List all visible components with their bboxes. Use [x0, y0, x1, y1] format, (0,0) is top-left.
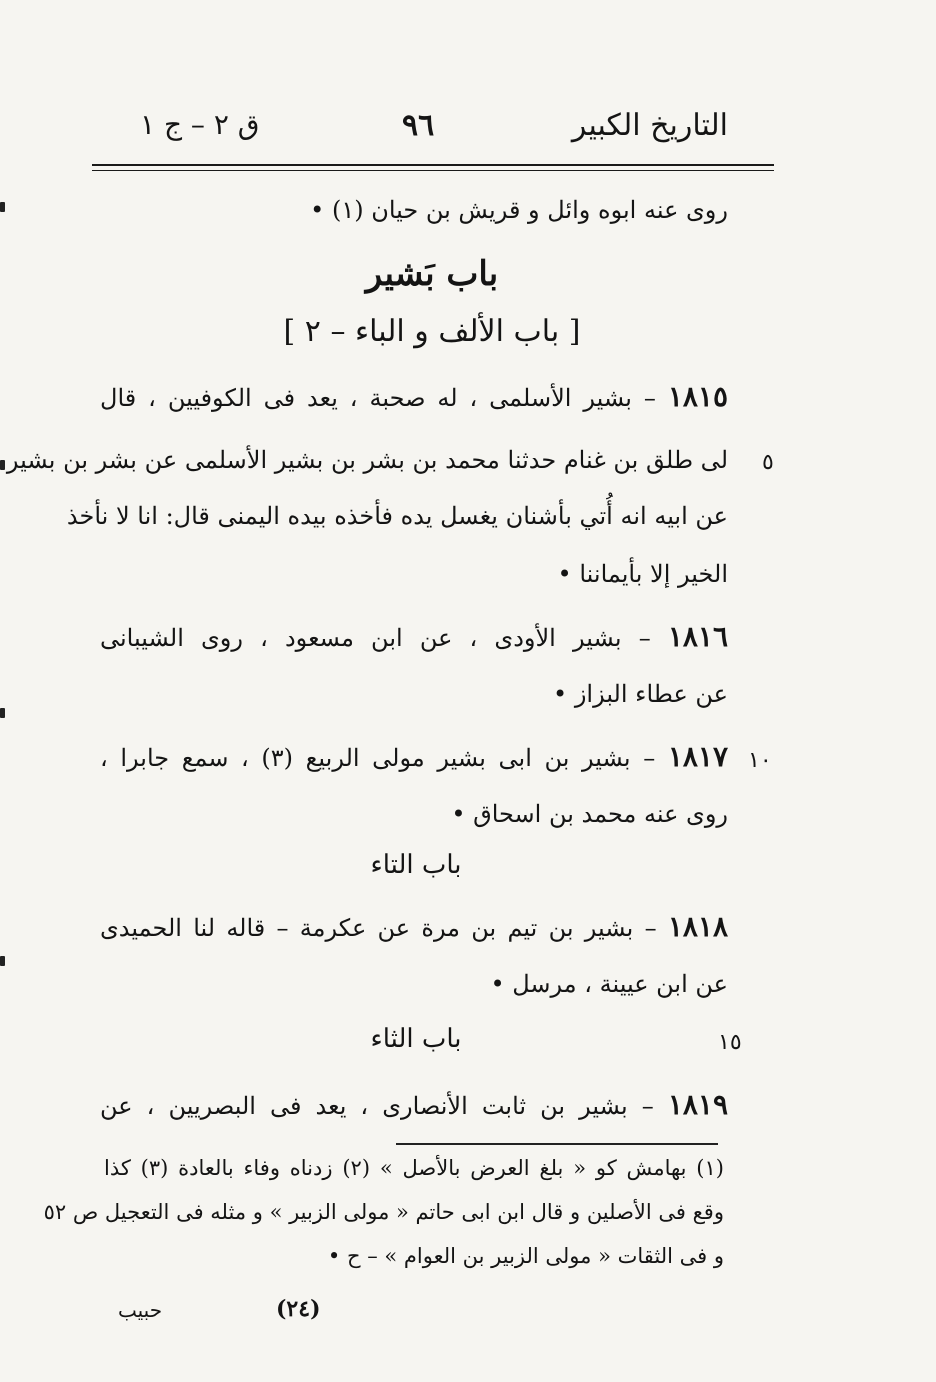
entry-number: ١٨١٥ [667, 380, 728, 413]
chapter-subtitle: [ باب الألف و الباء – ٢ ] [283, 314, 581, 349]
volume-label: ق ٢ – ج ١ [140, 108, 260, 141]
entry-number: ١٨١٨ [667, 910, 728, 943]
binding-mark [0, 460, 5, 470]
margin-line-number: ٥ [762, 450, 774, 475]
entry-1815-line-2: لى طلق بن غنام حدثنا محمد بن بشر بن بشير الأسلمى عن بشر بن بشير [6, 446, 728, 474]
entry-1815-line-1: ١٨١٥ – بشير الأسلمى ، له صحبة ، يعد فى الكوفيين ، قال [100, 380, 728, 413]
section-heading: باب الثاء [370, 1024, 462, 1054]
text-line: روى عنه ابوه وائل و قريش بن حيان (١) • [310, 196, 728, 224]
entry-1818-line-1: ١٨١٨ – بشير بن تيم بن مرة عن عكرمة – قاله لنا الحميدى [100, 910, 728, 943]
entry-1817-line-1: ١٨١٧ – بشير بن ابى بشير مولى الربيع (٣) ، سمع جابرا ، [100, 740, 728, 773]
section-heading: باب التاء [370, 850, 462, 880]
entry-1816-line-1: ١٨١٦ – بشير الأودى ، عن ابن مسعود ، روى الشيبانى [100, 620, 728, 653]
chapter-title: باب بَشير [365, 254, 499, 294]
entry-number: ١٨١٧ [667, 740, 728, 773]
footnote-rule [396, 1143, 718, 1145]
entry-number: ١٨١٩ [667, 1088, 728, 1121]
binding-mark [0, 708, 5, 718]
binding-mark [0, 202, 5, 212]
book-title: التاريخ الكبير [571, 108, 728, 143]
entry-1816-line-2: عن عطاء البزاز • [553, 680, 728, 708]
signature-word: حبيب [118, 1298, 163, 1322]
entry-number: ١٨١٦ [667, 620, 728, 653]
entry-1815-line-3: عن ابيه انه أُتي بأشنان يغسل يده فأخذه بيده اليمنى قال: انا لا نأخذ [66, 502, 728, 530]
binding-mark [0, 956, 5, 966]
entry-1819-line-1: ١٨١٩ – بشير بن ثابت الأنصارى ، يعد فى البصريين ، عن [100, 1088, 728, 1121]
header-rule [92, 164, 774, 166]
signature-number: (٢٤) [276, 1296, 321, 1322]
margin-line-number: ١٥ [718, 1030, 742, 1055]
entry-1817-line-2: روى عنه محمد بن اسحاق • [451, 800, 728, 828]
entry-1815-line-4: الخير إلا بأيماننا • [557, 560, 728, 588]
page-number: ٩٦ [402, 108, 435, 143]
footnote-line: وقع فى الأصلين و قال ابن ابى حاتم « مولى الزبير » و مثله فى التعجيل ص ٥٢ [43, 1200, 724, 1224]
footnote-line: (١) بهامش كو « بلغ العرض بالأصل » (٢) زدناه وفاء بالعادة (٣) كذا [104, 1156, 724, 1180]
margin-line-number: ١٠ [748, 748, 772, 773]
footnote-line: و فى الثقات « مولى الزبير بن العوام » – ح • [327, 1244, 724, 1268]
header-rule-thin [92, 170, 774, 171]
entry-1818-line-2: عن ابن عيينة ، مرسل • [490, 970, 728, 998]
